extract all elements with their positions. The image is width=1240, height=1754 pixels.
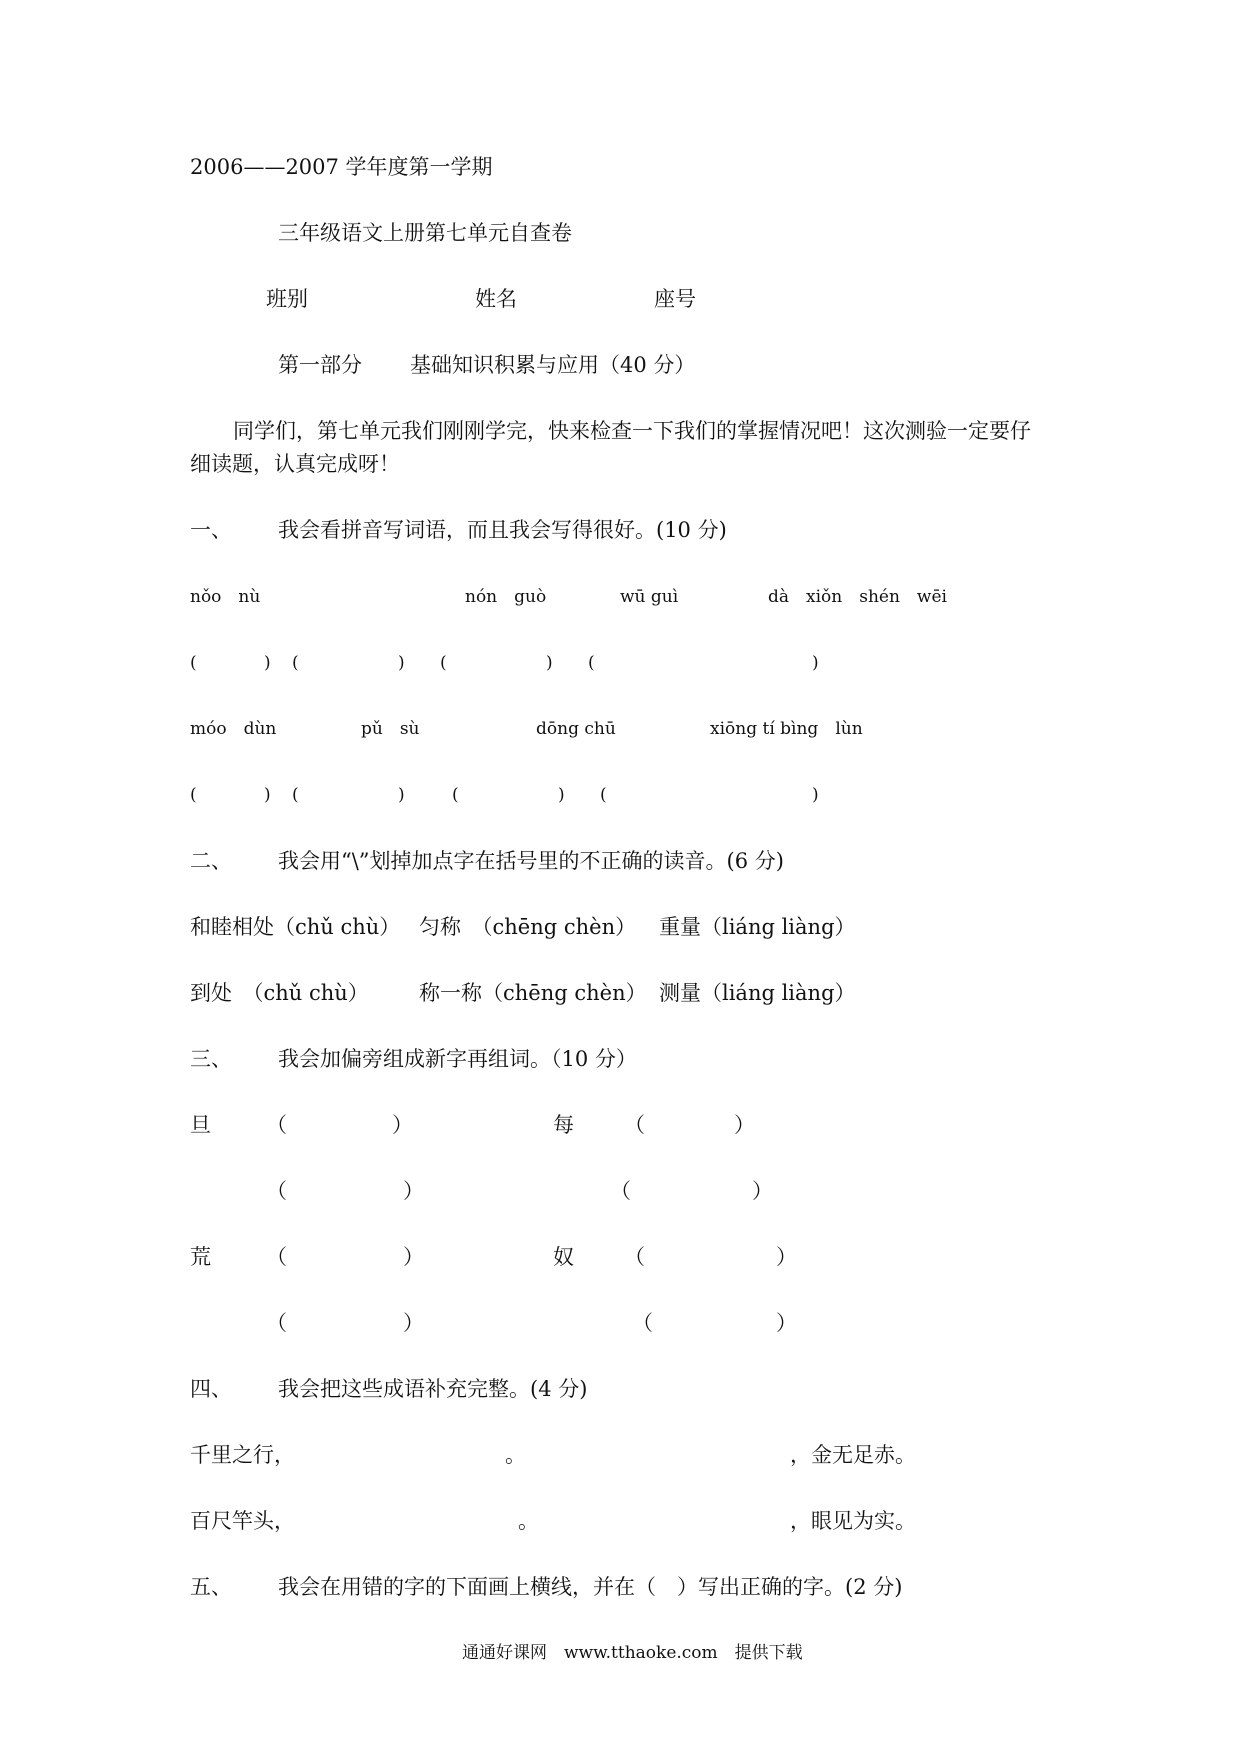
q1-pinyin-1: nǒo nù bbox=[190, 587, 261, 607]
footer-text: 通通好课网 www.tthaoke.com 提供下载 bbox=[462, 1643, 803, 1663]
q1-pinyin-3: wū guì bbox=[620, 587, 679, 607]
q2-item-2: 匀称 （chēng chèn） bbox=[419, 915, 637, 939]
answer-paren-close: ) bbox=[546, 653, 553, 673]
answer-paren-close: ） bbox=[776, 1311, 797, 1335]
class-label: 班别 bbox=[266, 287, 308, 311]
answer-paren-open: （ bbox=[624, 1245, 645, 1269]
school-year: 2006——2007 学年度第一学期 bbox=[190, 155, 493, 179]
answer-paren-close: ） bbox=[403, 1179, 424, 1203]
answer-paren-open: （ bbox=[266, 1113, 287, 1137]
part-one-label: 第一部分 bbox=[278, 353, 362, 377]
q2-number: 二、 bbox=[190, 849, 232, 873]
answer-paren-close: ) bbox=[812, 785, 819, 805]
q2-item-4: 到处 （chǔ chù） bbox=[190, 981, 369, 1005]
q4-period: 。 bbox=[505, 1443, 526, 1467]
q3-char-huang: 荒 bbox=[190, 1245, 211, 1269]
q1-pinyin-5: móo dùn bbox=[190, 719, 277, 739]
answer-paren-close: ) bbox=[264, 785, 271, 805]
q5-number: 五、 bbox=[190, 1575, 232, 1599]
q2-item-1: 和睦相处（chǔ chù） bbox=[190, 915, 401, 939]
q3-text: 我会加偏旁组成新字再组词。（10 分） bbox=[278, 1047, 637, 1071]
answer-paren-close: ) bbox=[398, 653, 405, 673]
q4-idiom-2-start: 百尺竿头， bbox=[190, 1509, 295, 1533]
answer-paren-close: ) bbox=[264, 653, 271, 673]
part-one-title: 基础知识积累与应用（40 分） bbox=[410, 353, 696, 377]
answer-paren-close: ） bbox=[403, 1245, 424, 1269]
answer-paren-open: ( bbox=[292, 653, 299, 673]
answer-paren-close: ） bbox=[734, 1113, 755, 1137]
answer-paren-close: ) bbox=[558, 785, 565, 805]
q1-pinyin-8: xiōng tí bìng lùn bbox=[710, 719, 863, 739]
answer-paren-open: ( bbox=[452, 785, 459, 805]
intro-line-2: 细读题，认真完成呀！ bbox=[190, 452, 400, 476]
answer-paren-open: （ bbox=[632, 1311, 653, 1335]
answer-paren-close: ） bbox=[392, 1113, 413, 1137]
q3-char-nu: 奴 bbox=[553, 1245, 574, 1269]
exam-title: 三年级语文上册第七单元自查卷 bbox=[278, 221, 572, 245]
q3-char-mei: 每 bbox=[553, 1113, 574, 1137]
answer-paren-open: （ bbox=[610, 1179, 631, 1203]
answer-paren-close: ） bbox=[752, 1179, 773, 1203]
q5-text: 我会在用错的字的下面画上横线，并在（ ）写出正确的字。(2 分) bbox=[278, 1575, 903, 1599]
q1-pinyin-7: dōng chū bbox=[536, 719, 616, 739]
answer-paren-open: （ bbox=[266, 1311, 287, 1335]
answer-paren-open: ( bbox=[190, 653, 197, 673]
q1-pinyin-4: dà xiǒn shén wēi bbox=[768, 587, 947, 607]
answer-paren-open: （ bbox=[266, 1179, 287, 1203]
answer-paren-close: ) bbox=[398, 785, 405, 805]
answer-paren-close: ） bbox=[776, 1245, 797, 1269]
q2-item-5: 称一称（chēng chèn） bbox=[419, 981, 647, 1005]
answer-paren-open: （ bbox=[266, 1245, 287, 1269]
q2-item-3: 重量（liáng liàng） bbox=[659, 915, 856, 939]
seat-label: 座号 bbox=[654, 287, 696, 311]
q1-pinyin-6: pǔ sù bbox=[361, 719, 420, 739]
answer-paren-open: ( bbox=[440, 653, 447, 673]
answer-paren-open: ( bbox=[588, 653, 595, 673]
answer-paren-open: ( bbox=[292, 785, 299, 805]
answer-paren-close: ) bbox=[812, 653, 819, 673]
name-label: 姓名 bbox=[475, 287, 517, 311]
intro-line-1: 同学们，第七单元我们刚刚学完，快来检查一下我们的掌握情况吧！这次测验一定要仔 bbox=[233, 419, 1031, 443]
answer-paren-close: ） bbox=[403, 1311, 424, 1335]
q4-idiom-1-start: 千里之行， bbox=[190, 1443, 295, 1467]
q4-number: 四、 bbox=[190, 1377, 232, 1401]
q4-text: 我会把这些成语补充完整。(4 分) bbox=[278, 1377, 588, 1401]
q4-period: 。 bbox=[518, 1509, 539, 1533]
q1-number: 一、 bbox=[190, 518, 232, 542]
q3-char-dan: 旦 bbox=[190, 1113, 211, 1137]
q1-text: 我会看拼音写词语，而且我会写得很好。(10 分) bbox=[278, 518, 727, 542]
q2-item-6: 测量（liáng liàng） bbox=[659, 981, 856, 1005]
answer-paren-open: ( bbox=[600, 785, 607, 805]
answer-paren-open: （ bbox=[624, 1113, 645, 1137]
q2-text: 我会用“\”划掉加点字在括号里的不正确的读音。(6 分) bbox=[278, 849, 784, 873]
q4-idiom-1-end: ，金无足赤。 bbox=[790, 1443, 916, 1467]
q4-idiom-2-end: ，眼见为实。 bbox=[790, 1509, 916, 1533]
q3-number: 三、 bbox=[190, 1047, 232, 1071]
answer-paren-open: ( bbox=[190, 785, 197, 805]
q1-pinyin-2: nón guò bbox=[465, 587, 547, 607]
